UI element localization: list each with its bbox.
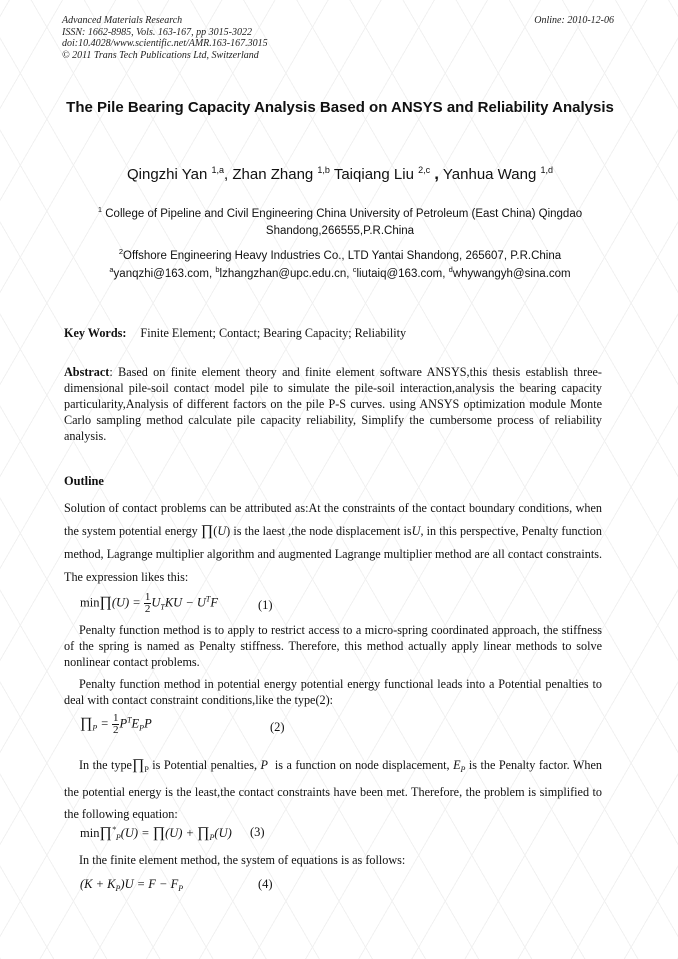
outline-paragraph-2: Penalty function method is to apply to restrict access to a micro-spring coordinated approach, the stiffness of the spring is named as Penalty stiffness. Therefore, this method actually apply linear methods to solve nonlinear contact problems. bbox=[64, 623, 602, 669]
copyright-line: © 2011 Trans Tech Publications Ltd, Switzerland bbox=[62, 49, 259, 61]
author-name: Taiqiang Liu bbox=[333, 166, 414, 183]
email-mark: d bbox=[448, 265, 453, 274]
email-list: $^a$yanqzhi@163.com, $^b$lzhangzhan@upc.edu.cn, $^c$liutaiq@163.com, $^d$whywangyh@sina.com bbox=[109, 265, 571, 280]
author-affiliation-mark: 1,b bbox=[317, 165, 330, 175]
keywords bbox=[64, 325, 602, 341]
equation-number: (4) bbox=[258, 877, 273, 891]
author-affiliation-mark: 1,a bbox=[211, 165, 225, 175]
equation-number: (1) bbox=[258, 598, 273, 612]
paragraph-text: is a function on node displacement, bbox=[274, 758, 450, 772]
author-list: Qingzhi Yan $^{1,a}$, Zhan Zhang $^{1,b}$ Taiqiang Liu $^{2,c}$ , Yanhua Wang $^{1,d}$ bbox=[126, 164, 553, 183]
equation-number: (2) bbox=[270, 720, 285, 734]
author-affiliation-mark: 1,d bbox=[540, 165, 553, 175]
affiliation-text: College of Pipeline and Civil Engineering China University of Petroleum (East China) Qingdao Shandong,266555,P.R.China bbox=[105, 207, 583, 237]
journal-name: Advanced Materials Research bbox=[62, 15, 183, 26]
paper-title: The Pile Bearing Capacity Analysis Based on ANSYS and Reliability Analysis bbox=[66, 99, 614, 116]
abstract-text: : Based on finite element theory and finite element software ANSYS,this thesis establish three-dimensional pile-soil contact model pile to simulate the pile-soil interaction,analysis the bearing capacity particularity,Analysis of different factors on the pile P-S curves. using ANSYS optimization module Monte Carlo sampling method calculate pile capacity reliability, Simplify the cumbersome process of reliability analysis. bbox=[64, 365, 602, 443]
equation-number: (3) bbox=[250, 825, 265, 839]
email-link[interactable]: yanqzhi@163.com bbox=[113, 267, 209, 280]
equation-4: $(K + K_P)U = F - F_P$ (4) bbox=[80, 877, 273, 893]
email-mark: b bbox=[215, 265, 220, 274]
equation-2: $\prod_P$ = $\frac{1}{2}$ $P^TE_PP$ (2) bbox=[80, 712, 285, 736]
email-link[interactable]: liutaiq@163.com bbox=[356, 267, 443, 280]
issn-line: ISSN: 1662-8985, Vols. 163-167, pp 3015-3022 bbox=[62, 26, 252, 38]
abstract bbox=[64, 364, 602, 444]
affiliation-1 bbox=[62, 201, 618, 240]
affiliation-mark: 2 bbox=[118, 247, 124, 256]
outline-paragraph-1: Solution of contact problems can be attributed as:At the constraints of the contact boundary conditions, when the system potential energy ∏(U) is the laest ,the node displacement isU, in this perspective, Penalty function method, Lagrange multiplier algorithm and augmented Lagrange multiplier method are all contact constraints. The expression likes this: bbox=[64, 501, 602, 584]
paragraph-text: In the type bbox=[79, 758, 132, 772]
author-name: Zhan Zhang bbox=[232, 166, 314, 183]
keywords-text: Finite Element; Contact; Bearing Capacity; Reliability bbox=[140, 326, 407, 340]
keywords-label: Key Words: bbox=[64, 326, 127, 340]
equation-3: $\min\prod^*_P(U)$ = ∏(U) + $\prod_P(U)$ (3) bbox=[80, 825, 265, 842]
paragraph-text: Solution of contact problems can be attributed as:At the constraints of the contact boundary conditions, when the system potential energy bbox=[64, 501, 602, 538]
equation-1: min∏(U) = $\frac{1}{2}$ $U_TKU - U^TF$ (1) bbox=[80, 591, 273, 615]
paragraph-text: , in this perspective, Penalty function method, Lagrange multiplier algorithm and augmented Lagrange multiplier method are all contact constraints. The expression likes this: bbox=[64, 524, 602, 584]
paragraph-text: is the laest ,the node displacement is bbox=[233, 524, 412, 538]
doi-line: doi:10.4028/www.scientific.net/AMR.163-167.3015 bbox=[62, 38, 268, 49]
paragraph-text: is Potential penalties, bbox=[152, 758, 258, 772]
outline-paragraph-4: In the $type\prod_P$ is Potential penalties, P is a function on node displacement, $E_P$ is the Penalty factor. When the potential energy is the least,the contact constraints have been met. Therefore, the problem is simplified to the following equation: bbox=[64, 757, 602, 821]
online-date: Online: 2010-12-06 bbox=[534, 15, 614, 26]
outline-paragraph-5: In the finite element method, the system of equations is as follows: bbox=[79, 853, 406, 867]
journal-header bbox=[62, 15, 268, 61]
email-link[interactable]: whywangyh@sina.com bbox=[452, 267, 571, 280]
affiliation-mark: 1 bbox=[97, 205, 103, 214]
abstract-label: Abstract bbox=[64, 365, 110, 379]
section-heading-outline: Outline bbox=[64, 474, 104, 488]
author-name: Qingzhi Yan bbox=[126, 166, 208, 183]
outline-paragraph-3: Penalty function method in potential energy potential energy functional leads into a Potential penalties to deal with contact constraint conditions,like the type(2): bbox=[64, 677, 602, 707]
paragraph-text: is the Penalty factor. When the potential energy is the least,the contact constraints have been met. Therefore, the problem is simplified to the following equation: bbox=[64, 758, 602, 821]
email-link[interactable]: lzhangzhan@upc.edu.cn bbox=[219, 267, 347, 280]
email-mark: c bbox=[352, 265, 357, 274]
email-mark: a bbox=[109, 265, 114, 274]
author-name: Yanhua Wang bbox=[442, 166, 537, 183]
author-affiliation-mark: 2,c bbox=[418, 165, 431, 175]
affiliation-text: Offshore Engineering Heavy Industries Co., LTD Yantai Shandong, 265607, P.R.China bbox=[123, 249, 562, 262]
